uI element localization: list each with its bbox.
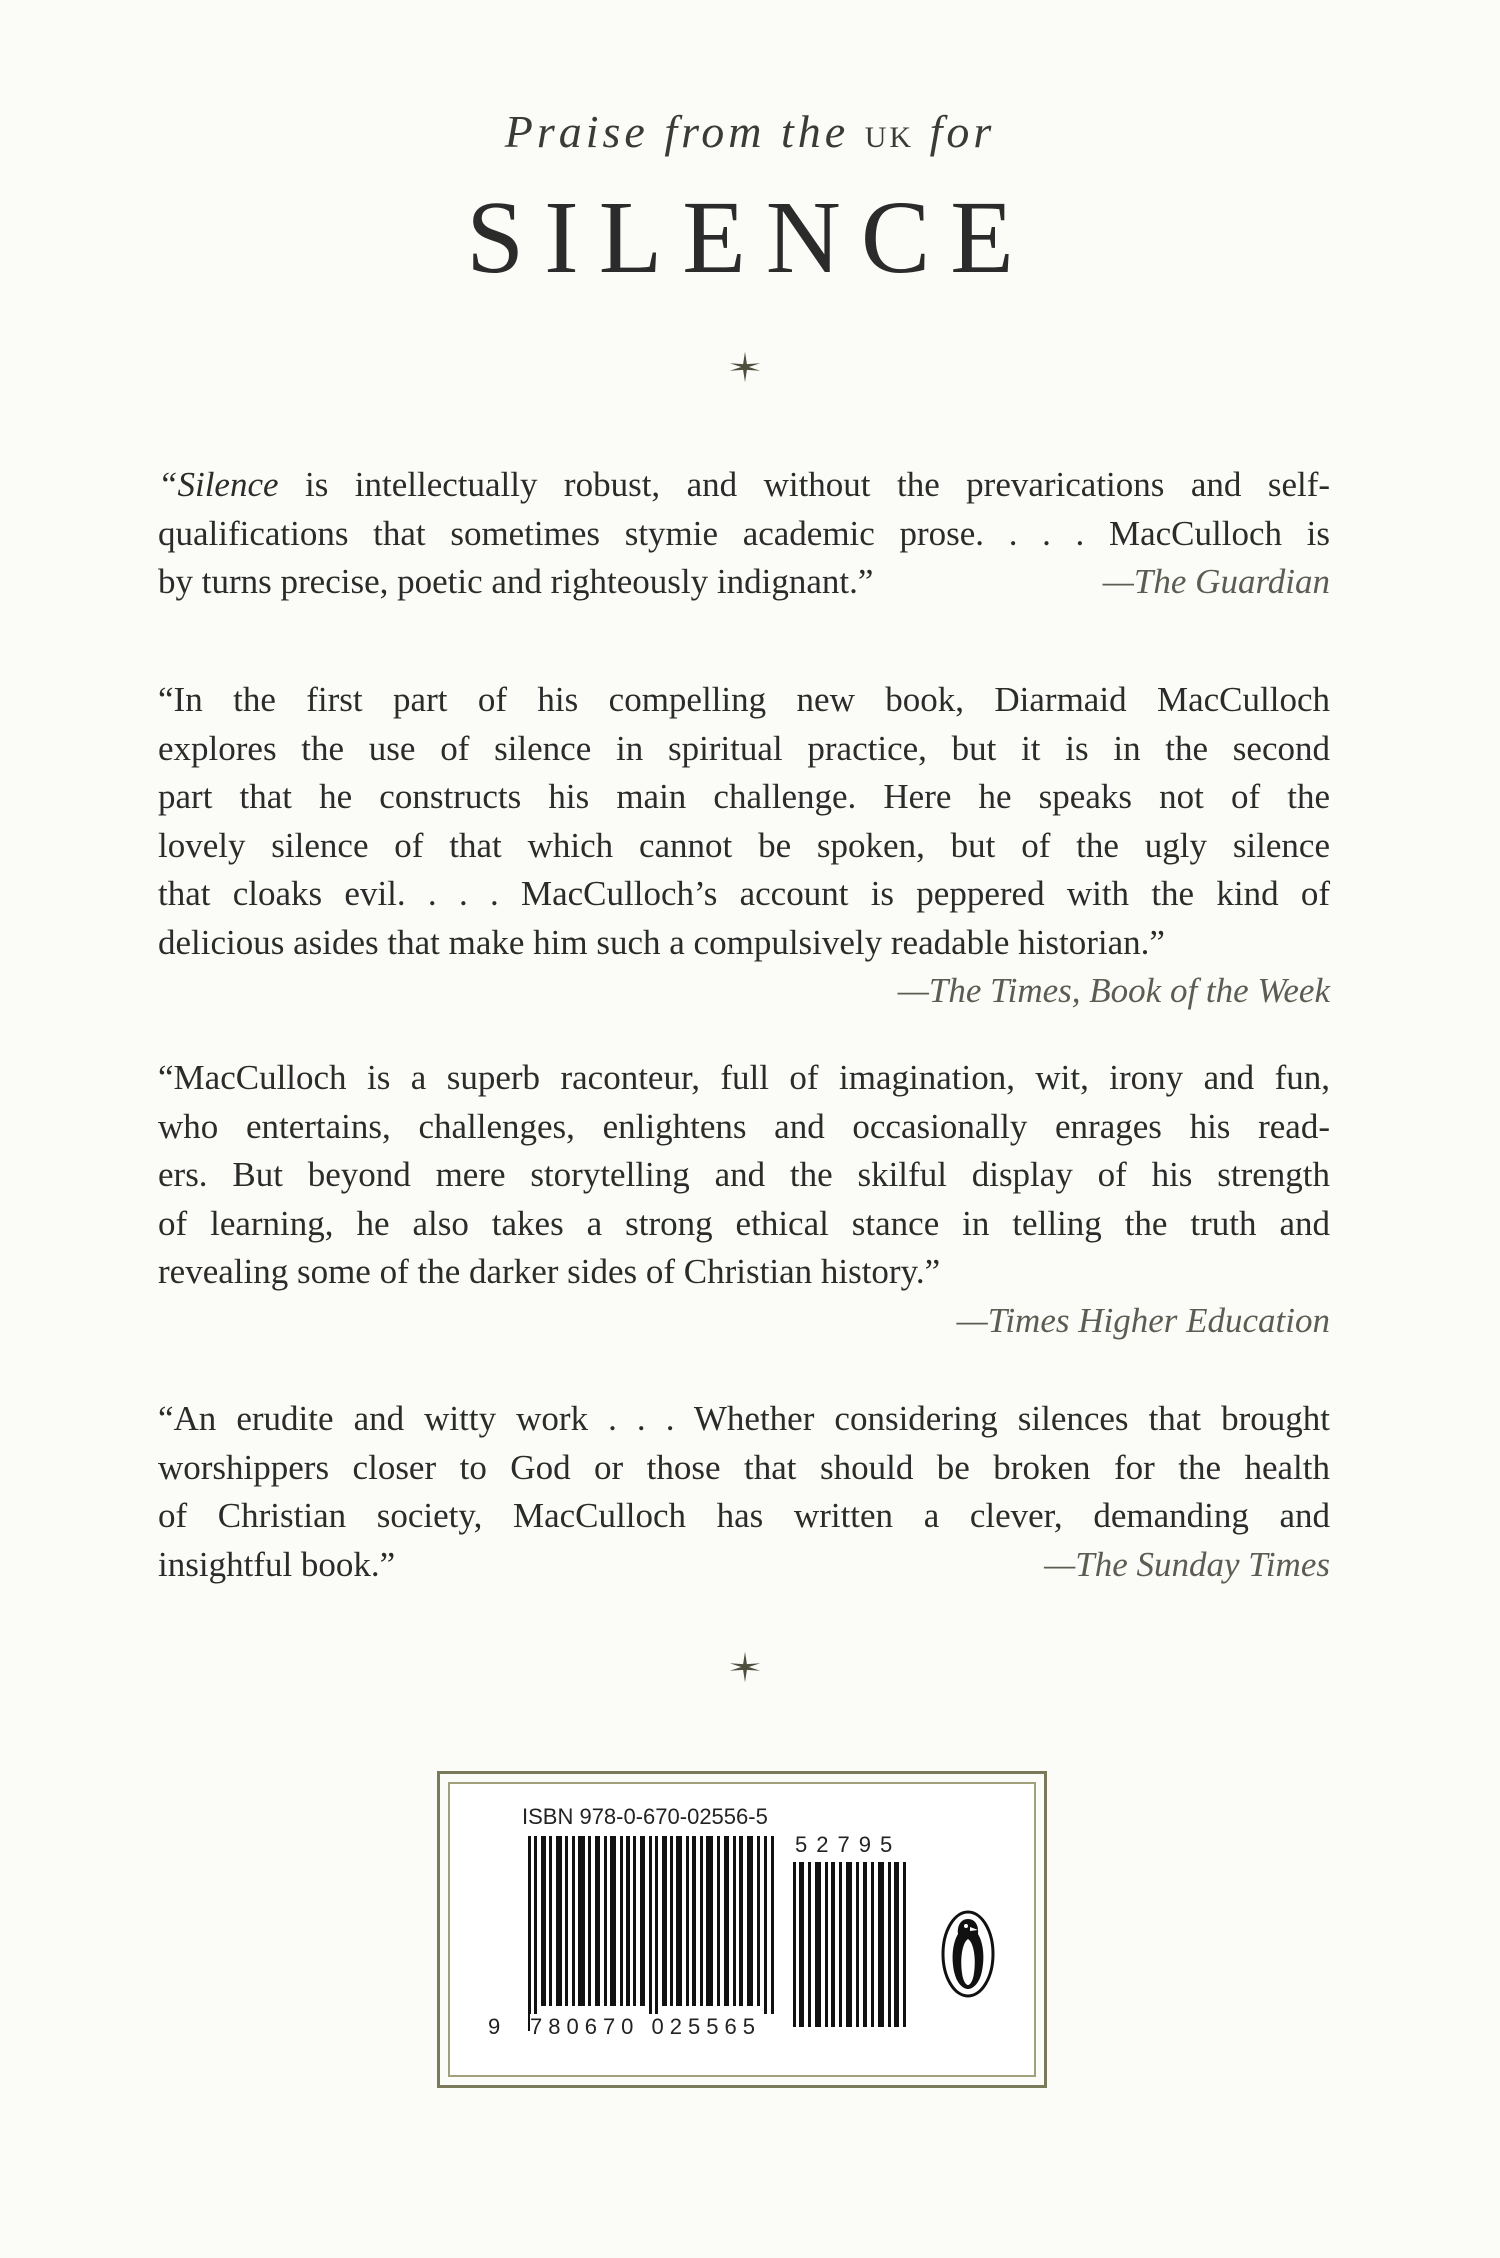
review-quote-sunday-times [158, 1395, 1330, 1589]
quote-line: part that he constructs his main challenge. Here he speaks not of the [158, 777, 1330, 816]
quote-line: of Christian society, MacCulloch has written a clever, demanding and [158, 1496, 1330, 1535]
praise-prefix: Praise from the [504, 106, 850, 157]
penguin-logo-icon [940, 1909, 996, 1999]
quote-lead-italic: “Silence [158, 465, 279, 504]
review-quote-times [158, 676, 1330, 1016]
review-source: —The Guardian [1102, 562, 1330, 601]
quote-line: revealing some of the darker sides of Christian history.” [158, 1252, 941, 1291]
quote-text: is intellectually robust, and without the prevarications and self- [304, 465, 1331, 504]
review-quote-guardian [158, 461, 1330, 607]
cross-ornament-icon [726, 348, 764, 386]
isbn-label: ISBN 978-0-670-02556-5 [522, 1804, 768, 1829]
review-source-name: —The Times, [897, 971, 1081, 1010]
barcode-digits: 780670 025565 [530, 2014, 780, 2040]
barcode-addon-digits: 52795 [795, 1832, 902, 1857]
book-title: SILENCE [466, 180, 1034, 295]
quote-line: “An erudite and witty work . . . Whether considering silences that brought [158, 1399, 1330, 1438]
praise-region: UK [864, 121, 915, 154]
cross-ornament-icon [726, 1648, 764, 1686]
quote-text: by turns precise, poetic and righteously indignant.” [158, 562, 874, 601]
quote-line: “MacCulloch is a superb raconteur, full of imagination, wit, irony and fun, [158, 1058, 1330, 1097]
quote-line: qualifications that sometimes stymie academic prose. . . . MacCulloch is [158, 513, 1330, 553]
barcode-panel [437, 1771, 1047, 2088]
quote-line-with-source [158, 558, 1330, 607]
barcode-lead-digit: 9 [488, 2014, 501, 2039]
quote-line: “In the first part of his compelling new book, Diarmaid MacCulloch [158, 680, 1330, 719]
review-source-suffix: Book of the Week [1089, 971, 1330, 1010]
quote-line: delicious asides that make him such a compulsively readable historian.” [158, 922, 1165, 962]
quote-line: lovely silence of that which cannot be spoken, but of the ugly silence [158, 825, 1330, 865]
review-source: —The Sunday Times [1044, 1544, 1330, 1584]
quote-line: worshippers closer to God or those that should be broken for the health [158, 1447, 1330, 1487]
barcode-addon-bars [793, 1862, 918, 2032]
review-quote-the [158, 1054, 1330, 1345]
quote-line-with-source [158, 1541, 1330, 1590]
praise-suffix: for [929, 106, 996, 157]
quote-line: that cloaks evil. . . . MacCulloch’s account is peppered with the kind of [158, 874, 1330, 913]
quote-text: insightful book.” [158, 1544, 396, 1584]
quote-line: of learning, he also takes a strong ethical stance in telling the truth and [158, 1203, 1330, 1243]
quote-line: who entertains, challenges, enlightens and occasionally enrages his read- [158, 1106, 1330, 1146]
ean13-barcode [528, 1836, 778, 2031]
review-source [158, 967, 1330, 1016]
quote-line: explores the use of silence in spiritual practice, but it is in the second [158, 728, 1330, 768]
barcode-inner-frame [448, 1782, 1036, 2077]
praise-heading [0, 105, 1500, 158]
review-source: —Times Higher Education [956, 1300, 1330, 1340]
quote-line: ers. But beyond mere storytelling and the skilful display of his strength [158, 1155, 1330, 1194]
quote-line [158, 461, 1330, 510]
